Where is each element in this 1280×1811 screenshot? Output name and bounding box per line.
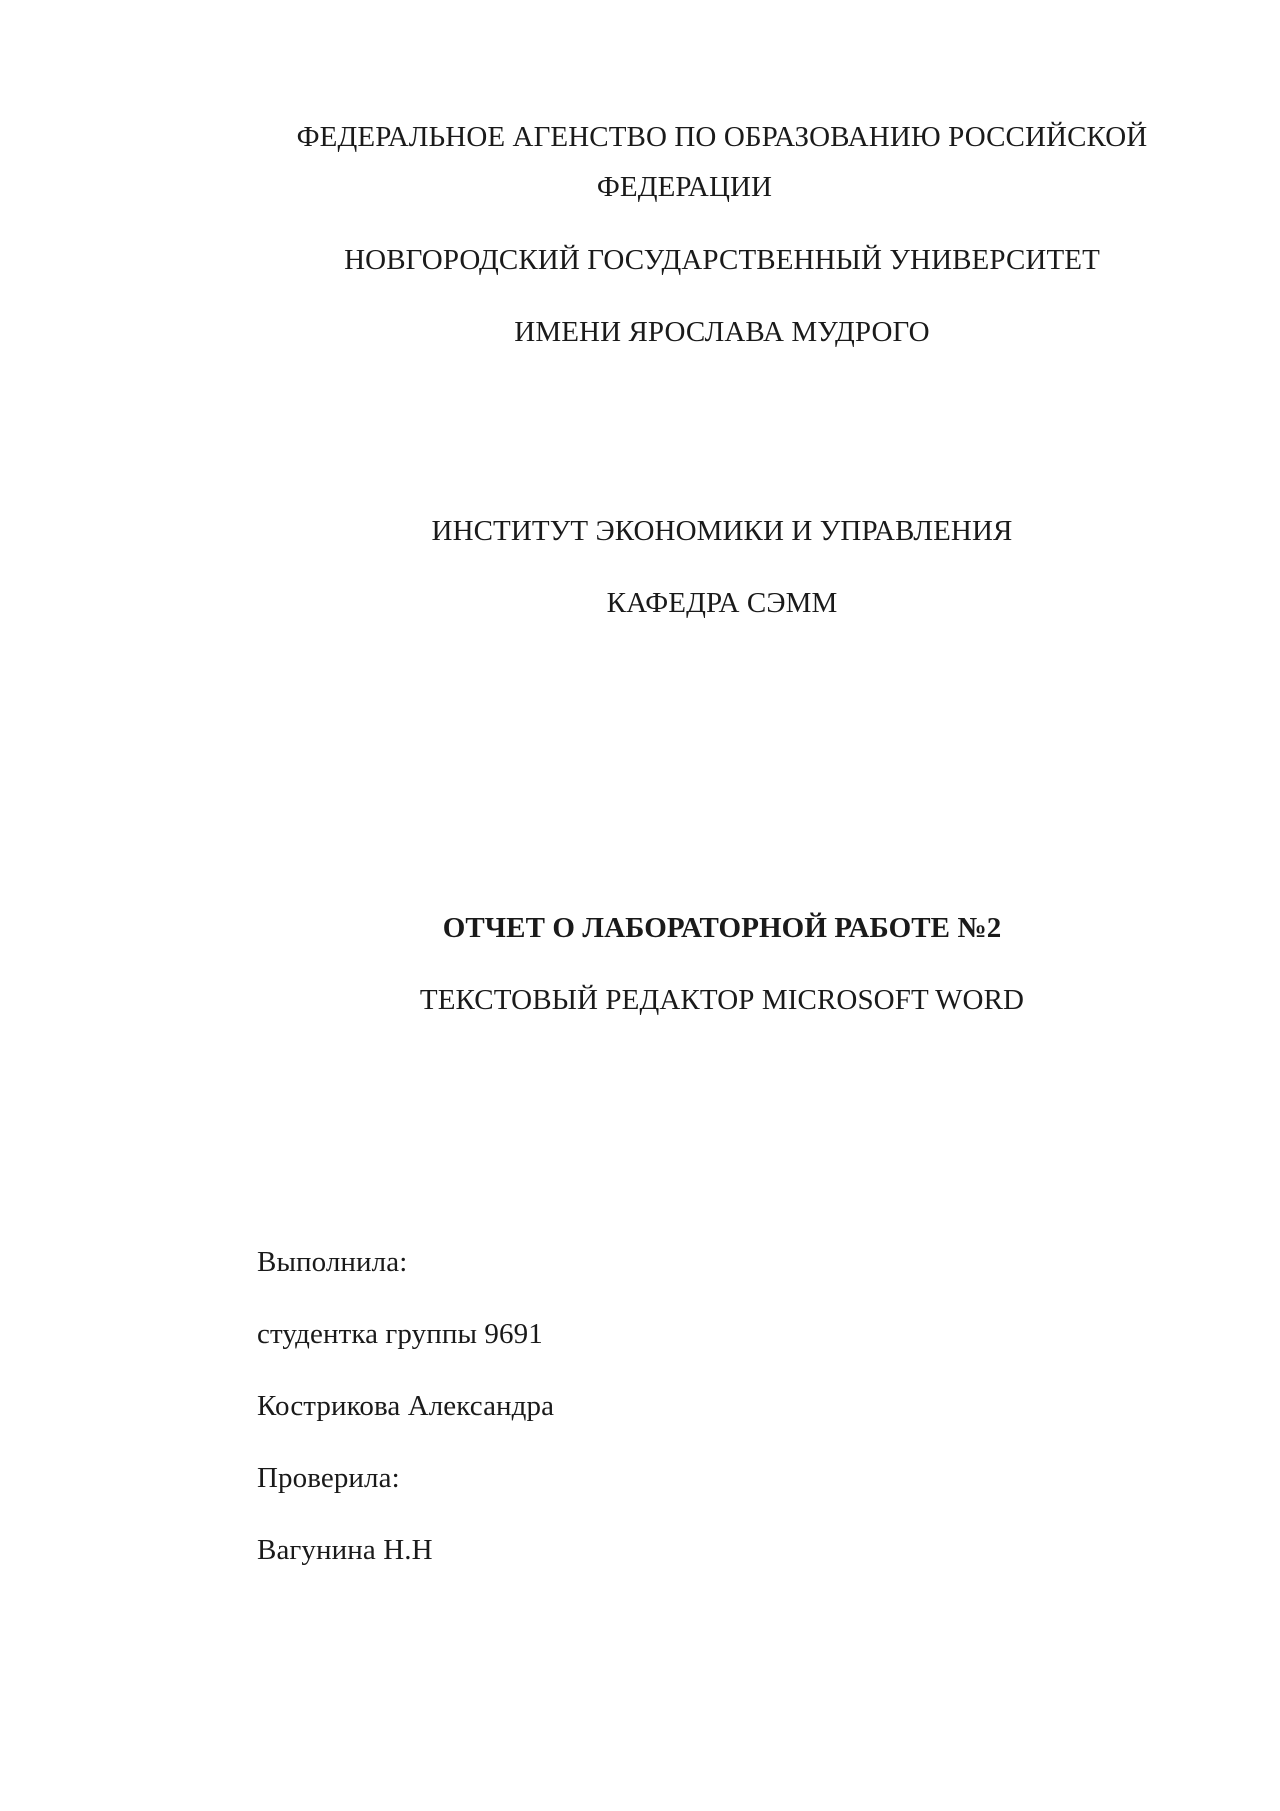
agency-title-line2: ФЕДЕРАЦИИ <box>596 171 773 203</box>
report-subtitle: ТЕКСТОВЫЙ РЕДАКТОР MICROSOFT WORD <box>419 984 1025 1016</box>
checked-by-label: Проверила: <box>257 1462 400 1494</box>
student-name: Кострикова Александра <box>257 1390 555 1422</box>
chair-title: КАФЕДРА СЭММ <box>606 587 838 619</box>
university-title-line1: НОВГОРОДСКИЙ ГОСУДАРСТВЕННЫЙ УНИВЕРСИТЕТ <box>344 244 1100 276</box>
teacher-name: Вагунина Н.Н <box>257 1534 433 1566</box>
performed-by-label: Выполнила: <box>257 1246 408 1278</box>
university-title-line2: ИМЕНИ ЯРОСЛАВА МУДРОГО <box>514 316 930 348</box>
agency-title-line1: ФЕДЕРАЛЬНОЕ АГЕНСТВО ПО ОБРАЗОВАНИЮ РОССИЙСКОЙ <box>296 121 1148 153</box>
student-group: студентка группы 9691 <box>257 1318 543 1350</box>
report-title: ОТЧЕТ О ЛАБОРАТОРНОЙ РАБОТЕ №2 <box>442 912 1002 944</box>
institute-title: ИНСТИТУТ ЭКОНОМИКИ И УПРАВЛЕНИЯ <box>431 515 1013 547</box>
